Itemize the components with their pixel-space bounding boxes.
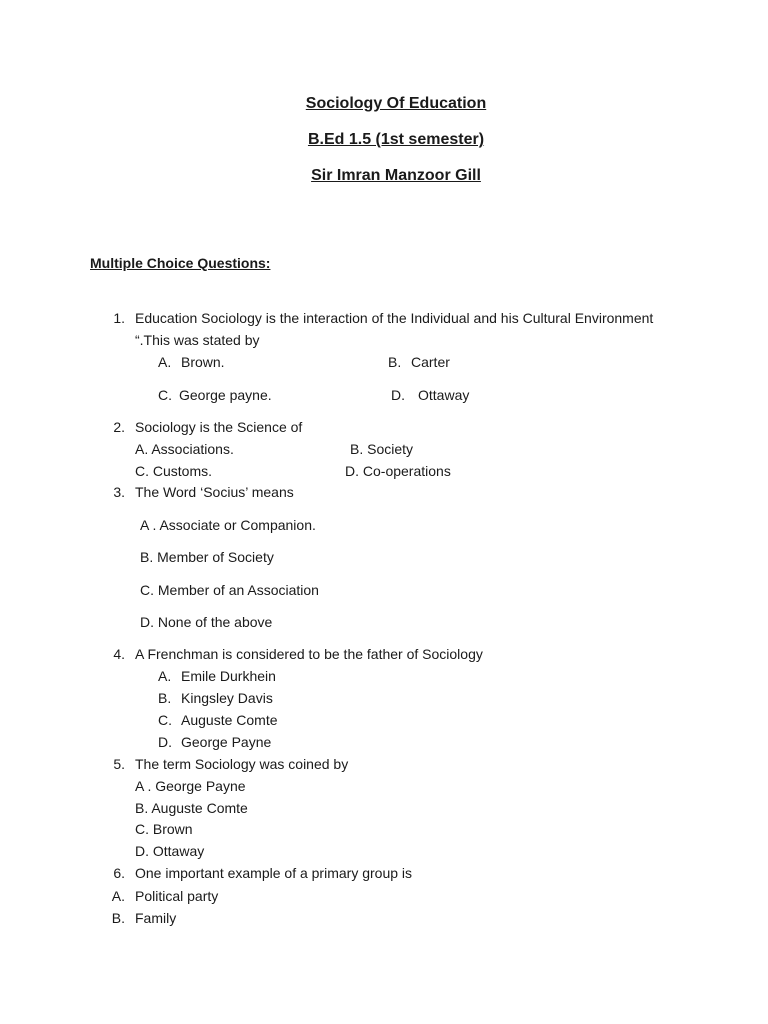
question-text: The term Sociology was coined by	[135, 756, 349, 772]
question-text: Sociology is the Science of	[135, 419, 303, 435]
option-text: Emile Durkhein	[181, 668, 276, 684]
option-label: D.	[391, 387, 405, 403]
option-label: B.	[111, 910, 125, 926]
option-text: B. Auguste Comte	[135, 800, 248, 816]
option-text: A . Associate or Companion.	[140, 517, 316, 533]
question-text: Education Sociology is the interaction of the Individual and his Cultural Environment	[135, 310, 654, 326]
question-number: 2.	[113, 419, 125, 435]
option-label: A.	[158, 354, 172, 370]
course-code: B.Ed 1.5 (1st semester)	[307, 131, 485, 148]
option-text: D. Co-operations	[345, 463, 451, 479]
question-number: 5.	[113, 756, 125, 772]
option-label: B.	[158, 690, 172, 706]
question-number: 6.	[113, 865, 125, 881]
option-text: B. Society	[350, 441, 414, 457]
question-number: 4.	[113, 646, 125, 662]
option-label: C.	[158, 712, 172, 728]
option-text: D. None of the above	[140, 614, 273, 630]
option-text: C. Member of an Association	[140, 582, 319, 598]
option-text: Auguste Comte	[181, 712, 278, 728]
option-label: A.	[158, 668, 172, 684]
question-number: 1.	[113, 310, 125, 326]
option-label: B.	[388, 354, 402, 370]
option-text: George Payne	[181, 734, 272, 750]
question-text: A Frenchman is considered to be the father of Sociology	[135, 646, 483, 662]
section-heading: Multiple Choice Questions:	[90, 255, 271, 271]
option-text: A. Associations.	[135, 441, 234, 457]
option-text: A . George Payne	[135, 778, 246, 794]
option-text: C. Customs.	[135, 463, 213, 479]
question-text: The Word ‘Socius’ means	[135, 484, 294, 500]
question-number: 3.	[113, 484, 125, 500]
option-text: Brown.	[181, 354, 225, 370]
option-label: A.	[111, 888, 125, 904]
document-title: Sociology Of Education	[305, 95, 487, 112]
option-text: Carter	[411, 354, 450, 370]
option-text: C. Brown	[135, 821, 193, 837]
teacher-name: Sir Imran Manzoor Gill	[311, 167, 481, 184]
option-text: Kingsley Davis	[181, 690, 273, 706]
option-text: Ottaway	[418, 387, 470, 403]
option-text: D. Ottaway	[135, 843, 205, 859]
option-text: Political party	[135, 888, 219, 904]
option-label: C.	[158, 387, 172, 403]
option-text: B. Member of Society	[140, 549, 274, 565]
question-text-continued: “.This was stated by	[135, 332, 260, 348]
question-text: One important example of a primary group is	[135, 865, 413, 881]
option-text: Family	[135, 910, 177, 926]
option-text: George payne.	[179, 387, 272, 403]
option-label: D.	[158, 734, 172, 750]
